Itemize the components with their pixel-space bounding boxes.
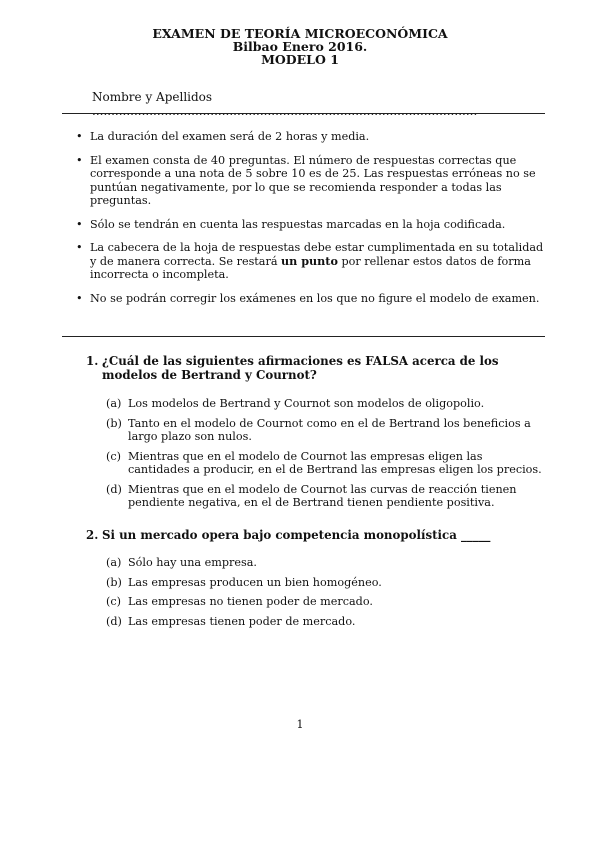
question-text: Si un mercado opera bajo competencia monopolística _____ [102, 528, 491, 542]
question-1-options [106, 397, 544, 516]
instruction-item: • El examen consta de 40 preguntas. El número de respuestas correctas que corresponde a una nota de 5 sobre 10 es de 25. Las respuestas erróneas no se puntúan negativamente, por lo que se recomienda responder a todas las preguntas. [76, 153, 536, 207]
option-c: (c) Las empresas no tienen poder de mercado. [106, 595, 373, 608]
bullet-icon: • [76, 217, 83, 231]
bullet-icon: • [76, 291, 83, 305]
question-1 [86, 354, 544, 382]
question-2-options [106, 556, 544, 634]
option-d: (d) Mientras que en el modelo de Cournot las curvas de reacción tienen pendiente negativa, en el de Bertrand tienen pendiente positiva. [106, 482, 517, 509]
exam-location-date: Bilbao Enero 2016. [232, 39, 368, 54]
bullet-icon: • [76, 130, 83, 143]
option-c: (c) Mientras que en el modelo de Cournot las empresas eligen las cantidades a producir, en el de Bertrand las empresas eligen los precios. [106, 449, 542, 476]
instruction-item: • Sólo se tendrán en cuenta las respuestas marcadas en la hoja codificada. [76, 217, 506, 231]
instructions-list [76, 130, 546, 315]
question-text: ¿Cuál de las siguientes afirmaciones es FALSA acerca de los modelos de Bertrand y Cournot? [102, 354, 499, 382]
question-number: 2. [86, 528, 99, 542]
instruction-item: • La cabecera de la hoja de respuestas debe estar cumplimentada en su totalidad y de manera correcta. Se restará un punto por rellenar estos datos de forma incorrecta o incompleta. [76, 241, 544, 281]
exam-title: EXAMEN DE TEORÍA MICROECONÓMICA [152, 26, 448, 41]
instruction-item: • No se podrán corregir los exámenes en los que no figure el modelo de examen. [76, 291, 540, 305]
instruction-item: • La duración del examen será de 2 horas y media. [76, 130, 370, 143]
bullet-icon: • [76, 153, 83, 167]
option-b: (b) Tanto en el modelo de Cournot como en el de Bertrand los beneficios a largo plazo son nulos. [106, 416, 531, 443]
question-2 [86, 528, 544, 542]
option-d: (d) Las empresas tienen poder de mercado. [106, 614, 356, 628]
option-a: (a) Sólo hay una empresa. [106, 556, 257, 569]
bottom-divider [62, 336, 545, 337]
exam-header [0, 27, 600, 66]
option-a: (a) Los modelos de Bertrand y Cournot son modelos de oligopolio. [106, 397, 485, 410]
question-number: 1. [86, 354, 99, 368]
page-number: 1 [296, 718, 304, 731]
option-b: (b) Las empresas producen un bien homogéneo. [106, 575, 382, 589]
bullet-icon: • [76, 241, 83, 254]
exam-model: MODELO 1 [261, 52, 339, 67]
name-field: Nombre y Apellidos ..................................................................................................... [92, 90, 478, 118]
top-divider [62, 113, 545, 114]
